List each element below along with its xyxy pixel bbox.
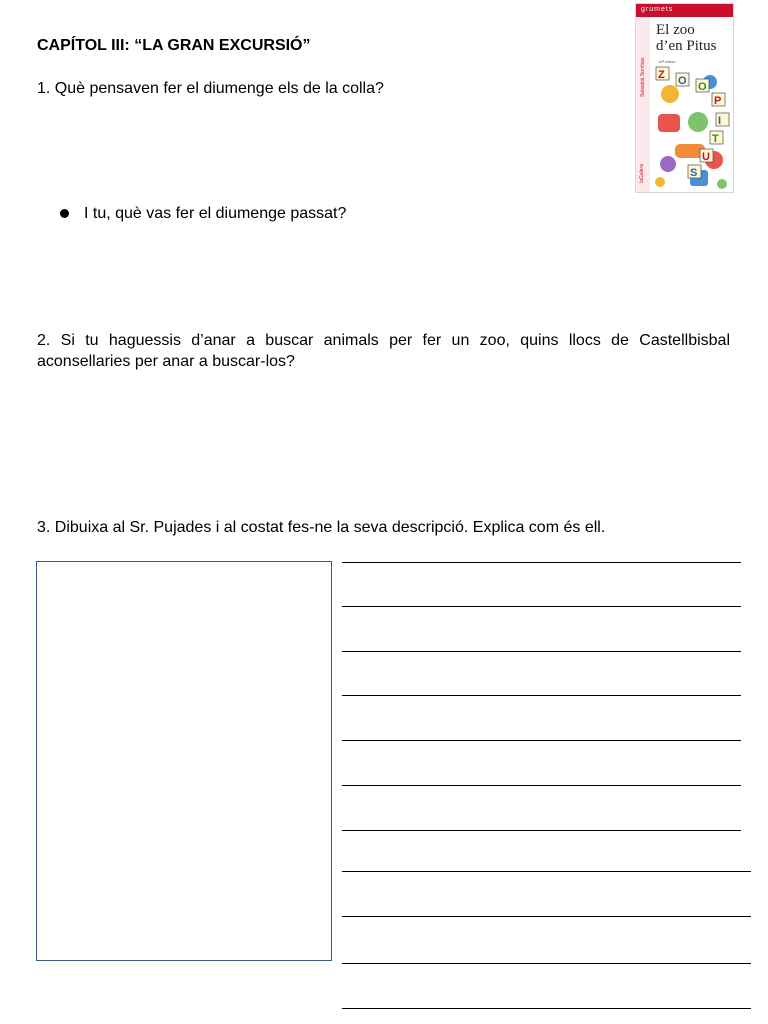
cover-letter: T [712, 133, 719, 145]
bullet-question: I tu, què vas fer el diumenge passat? [84, 205, 347, 222]
chapter-title: CAPÍTOL III: “LA GRAN EXCURSIÓ” [37, 37, 311, 54]
bullet-dot [60, 209, 69, 218]
author-vertical [638, 39, 646, 99]
cover-illustration [650, 64, 734, 192]
cover-letter: I [718, 115, 722, 127]
answer-line[interactable] [342, 830, 741, 831]
answer-line[interactable] [342, 606, 741, 607]
answer-line[interactable] [342, 562, 741, 563]
cover-publisher: laGalera [639, 164, 645, 183]
answer-line[interactable] [342, 1008, 751, 1009]
series-band [636, 4, 733, 17]
drawing-box[interactable] [36, 561, 332, 961]
question-3: 3. Dibuixa al Sr. Pujades i al costat fes-ne la seva descripció. Explica com és ell. [37, 519, 606, 536]
cover-edition: 10ª edició [658, 59, 676, 64]
answer-line[interactable] [342, 871, 751, 872]
answer-line[interactable] [342, 740, 741, 741]
cover-letter: Z [658, 69, 665, 81]
cover-letter: P [714, 95, 722, 107]
cover-author: Sebastià Sorribas [640, 57, 646, 97]
cover-title [656, 22, 716, 54]
answer-line[interactable] [342, 916, 751, 917]
answer-line[interactable] [342, 651, 741, 652]
answer-line[interactable] [342, 963, 751, 964]
cover-letter: S [690, 167, 698, 179]
question-1: 1. Què pensaven fer el diumenge els de la colla? [37, 80, 384, 97]
cover-title-line-2: d’en Pitus [656, 38, 717, 54]
question-2: 2. Si tu haguessis d’anar a buscar animals per fer un zoo, quins llocs de Castellbisbal aconsellaries per anar a buscar-los? [37, 332, 730, 370]
cover-letter: O [698, 81, 707, 93]
series-label: grumets [641, 6, 674, 13]
cover-title-line-1: El zoo [656, 22, 695, 38]
answer-line[interactable] [342, 695, 741, 696]
cover-letter: U [702, 151, 710, 163]
cover-letter: O [678, 75, 687, 87]
answer-line[interactable] [342, 785, 741, 786]
book-cover [635, 3, 734, 193]
